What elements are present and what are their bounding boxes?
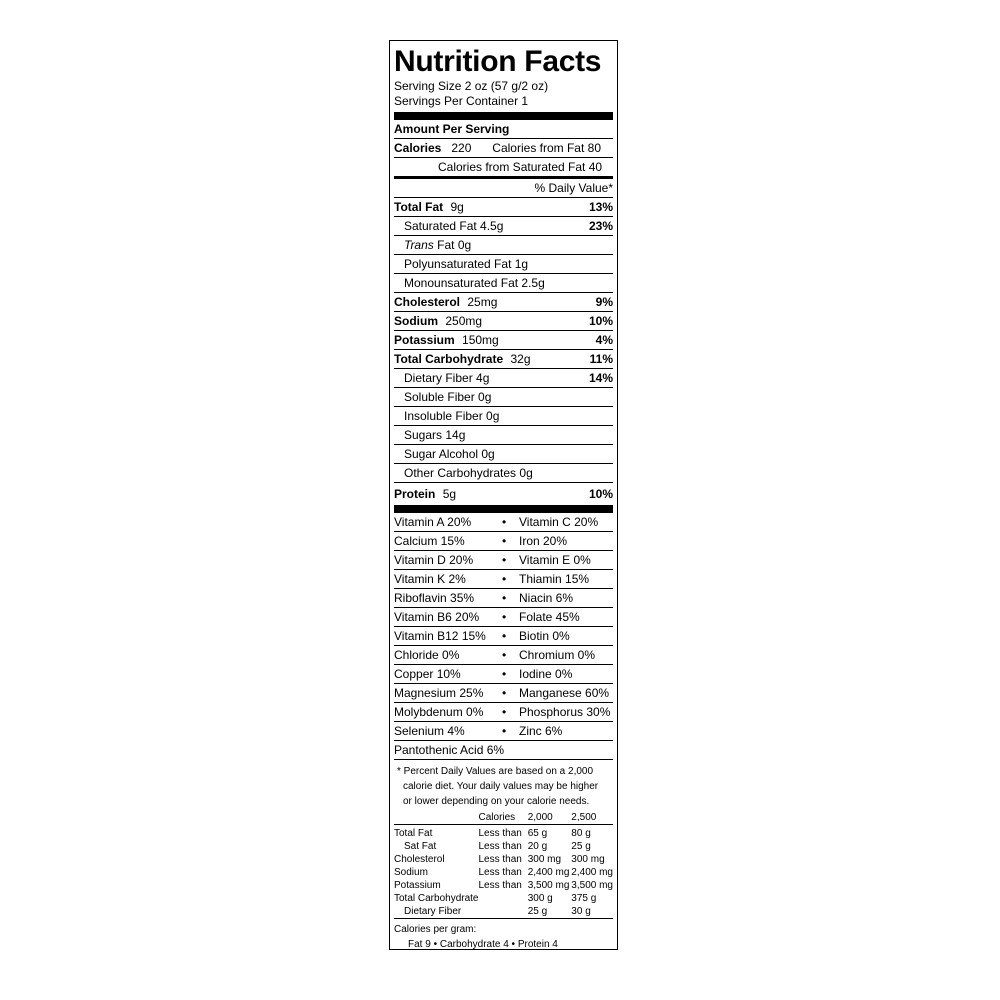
vitamin-right: Zinc 6% <box>519 724 563 738</box>
vitamin-row <box>394 684 613 703</box>
nutrient-label: Saturated Fat 4.5g <box>404 219 504 233</box>
dv-table-header <box>394 811 613 825</box>
calories-per-gram <box>394 918 613 952</box>
nutrient-row <box>394 255 613 274</box>
nutrient-row <box>394 217 613 236</box>
nutrient-amount: 32g <box>510 352 531 366</box>
vitamin-right: Vitamin E 0% <box>519 553 591 567</box>
nutrient-row <box>394 388 613 407</box>
dv-table-header-cell: Calories <box>478 812 516 823</box>
vitamin-left: Selenium 4% <box>394 724 465 738</box>
dv-table-cell: Potassium <box>394 880 441 891</box>
dv-table-cell: Less than <box>478 841 522 852</box>
nutrient-name <box>394 445 495 463</box>
nutrient-name <box>394 274 545 292</box>
dv-table-header-cell: 2,500 <box>571 812 597 823</box>
footnote <box>394 760 613 811</box>
vitamin-left: Magnesium 25% <box>394 686 484 700</box>
calories-sat-fat: Calories from Saturated Fat 40 <box>438 160 603 174</box>
vitamin-right: Biotin 0% <box>519 629 570 643</box>
bullet-separator: • <box>502 610 507 624</box>
amount-per-serving-label: Amount Per Serving <box>394 122 510 136</box>
dv-table-cell: Less than <box>478 854 522 865</box>
dv-table-cell: Less than <box>478 880 522 891</box>
calories-sat-fat-row <box>394 158 613 176</box>
calories-per-gram-values: Fat 9 • Carbohydrate 4 • Protein 4 <box>408 939 558 950</box>
bullet-separator: • <box>502 572 507 586</box>
vitamin-left: Vitamin D 20% <box>394 553 474 567</box>
nutrient-name <box>394 312 482 330</box>
vitamin-row <box>394 570 613 589</box>
dv-table-cell: Total Carbohydrate <box>394 893 479 904</box>
bullet-separator: • <box>502 667 507 681</box>
vitamin-left: Vitamin B6 20% <box>394 610 480 624</box>
dv-table-cell: 2,400 mg <box>571 867 613 878</box>
dv-table-header-cell: 2,000 <box>527 812 553 823</box>
vitamin-row <box>394 589 613 608</box>
nutrient-dv: 10% <box>588 487 613 501</box>
dv-table-cell: Dietary Fiber <box>404 906 462 917</box>
nutrient-label: Potassium <box>394 333 455 347</box>
nutrient-row <box>394 198 613 217</box>
dv-table-row <box>394 866 613 879</box>
vitamin-row <box>394 513 613 532</box>
nutrient-name <box>394 369 489 387</box>
dv-header: % Daily Value* <box>534 181 613 195</box>
dv-table-row <box>394 840 613 853</box>
nutrient-row <box>394 350 613 369</box>
vitamin-left: Molybdenum 0% <box>394 705 484 719</box>
nutrient-label: Total Fat <box>394 200 444 214</box>
vitamin-row <box>394 722 613 741</box>
vitamin-right: Niacin 6% <box>519 591 574 605</box>
nutrient-row <box>394 331 613 350</box>
nutrient-row <box>394 274 613 293</box>
dv-table-cell: 20 g <box>527 841 548 852</box>
nutrient-row <box>394 445 613 464</box>
nutrient-name <box>394 255 528 273</box>
footnote-line: calorie diet. Your daily values may be higher <box>403 781 599 792</box>
nutrient-name <box>394 426 465 444</box>
calories-value: 220 <box>451 141 472 155</box>
footnote-section <box>394 760 613 952</box>
nutrient-row <box>394 464 613 483</box>
nutrient-dv: 11% <box>589 352 613 366</box>
bullet-separator: • <box>502 553 507 567</box>
nutrient-name <box>394 407 499 425</box>
vitamin-right: Phosphorus 30% <box>519 705 611 719</box>
calories-label: Calories <box>394 141 442 155</box>
vitamin-row <box>394 741 613 760</box>
nutrient-name <box>394 331 499 349</box>
dv-table-cell: 375 g <box>571 893 597 904</box>
nutrient-name <box>394 198 464 216</box>
daily-value-table <box>394 811 613 918</box>
label-title: Nutrition Facts <box>394 45 602 78</box>
nutrient-label: Sugars 14g <box>404 428 466 442</box>
vitamin-left: Calcium 15% <box>394 534 465 548</box>
vitamin-left: Vitamin K 2% <box>394 572 466 586</box>
vitamin-right: Manganese 60% <box>519 686 610 700</box>
dv-table-row <box>394 879 613 892</box>
dv-table-cell <box>479 892 528 905</box>
nutrient-name <box>394 350 531 368</box>
nutrient-dv: 4% <box>595 333 613 347</box>
vitamin-row <box>394 627 613 646</box>
bullet-separator: • <box>502 591 507 605</box>
dv-table-cell: 300 mg <box>571 854 605 865</box>
nutrient-name <box>394 388 491 406</box>
nutrient-label: Cholesterol <box>394 295 461 309</box>
dv-table-row <box>394 853 613 866</box>
dv-table-cell: Less than <box>478 867 522 878</box>
dv-table-cell: 300 mg <box>527 854 562 865</box>
bullet-separator: • <box>502 629 507 643</box>
bullet-separator: • <box>502 648 507 662</box>
calories-row <box>394 139 613 158</box>
vitamin-right: Iron 20% <box>519 534 568 548</box>
vitamin-row <box>394 608 613 627</box>
nutrient-label: Sodium <box>394 314 438 328</box>
nutrient-name <box>394 236 471 254</box>
dv-table-cell <box>479 905 528 918</box>
nutrition-facts-panel <box>389 40 618 950</box>
dv-table-header-cell <box>394 811 479 825</box>
thick-divider <box>394 505 613 513</box>
dv-table-cell: 300 g <box>527 893 553 904</box>
vitamin-right: Chromium 0% <box>519 648 596 662</box>
footnote-line: or lower depending on your calorie needs. <box>403 796 590 807</box>
nutrient-dv: 23% <box>588 219 613 233</box>
nutrient-label: Polyunsaturated Fat 1g <box>404 257 529 271</box>
dv-table-cell: Less than <box>478 828 522 839</box>
nutrient-row <box>394 483 613 505</box>
nutrient-row <box>394 236 613 255</box>
dv-table-cell: Sodium <box>394 867 428 878</box>
bullet-separator: • <box>502 705 507 719</box>
dv-table-body <box>394 825 613 919</box>
calories-per-gram-label: Calories per gram: <box>394 924 477 935</box>
vitamin-row <box>394 551 613 570</box>
nutrient-label: Monounsaturated Fat 2.5g <box>404 276 545 290</box>
vitamin-row <box>394 646 613 665</box>
vitamin-left: Vitamin B12 15% <box>394 629 486 643</box>
nutrient-row <box>394 426 613 445</box>
nutrient-label: Protein <box>394 487 436 501</box>
nutrient-row <box>394 293 613 312</box>
nutrient-amount: 9g <box>450 200 464 214</box>
dv-table-cell: Total Fat <box>394 828 433 839</box>
dv-table-cell: 3,500 mg <box>527 880 570 891</box>
dv-table-row <box>394 905 613 918</box>
nutrient-name <box>394 217 503 235</box>
nutrient-dv: 10% <box>588 314 613 328</box>
vitamin-right: Vitamin C 20% <box>519 515 599 529</box>
serving-size: Serving Size 2 oz (57 g/2 oz) <box>394 79 549 93</box>
vitamin-row <box>394 703 613 722</box>
vitamin-right: Thiamin 15% <box>519 572 590 586</box>
nutrient-name <box>394 293 497 311</box>
nutrient-label: Trans <box>404 238 434 252</box>
nutrient-row <box>394 407 613 426</box>
amount-per-serving <box>394 120 613 139</box>
dv-header-row <box>394 179 613 198</box>
nutrient-row <box>394 369 613 388</box>
vitamin-left: Vitamin A 20% <box>394 515 472 529</box>
nutrient-name <box>394 464 533 482</box>
vitamin-right: Iodine 0% <box>519 667 573 681</box>
dv-table-cell: 65 g <box>527 828 548 839</box>
dv-table-cell: Sat Fat <box>404 841 437 852</box>
nutrient-row <box>394 312 613 331</box>
nutrient-dv: 14% <box>588 371 613 385</box>
dv-table-row <box>394 892 613 905</box>
vitamin-left: Riboflavin 35% <box>394 591 475 605</box>
nutrient-label: Soluble Fiber 0g <box>404 390 492 404</box>
nutrient-amount: 5g <box>442 487 457 501</box>
bullet-separator: • <box>502 515 507 529</box>
nutrient-label: Dietary Fiber 4g <box>404 371 490 385</box>
bullet-separator: • <box>502 724 507 738</box>
dv-table-cell: 25 g <box>527 906 548 917</box>
dv-table-row <box>394 825 613 841</box>
footnote-line: * Percent Daily Values are based on a 2,000 <box>397 766 594 777</box>
nutrient-amount: 150mg <box>462 333 499 347</box>
nutrient-label: Total Carbohydrate <box>394 352 504 366</box>
dv-table-cell: 30 g <box>571 906 591 917</box>
vitamin-row <box>394 532 613 551</box>
nutrient-name <box>394 483 456 505</box>
vitamin-right: Folate 45% <box>519 610 580 624</box>
dv-table-cell: 25 g <box>571 841 591 852</box>
vitamin-left: Pantothenic Acid 6% <box>394 743 505 757</box>
vitamin-row <box>394 665 613 684</box>
nutrient-label: Other Carbohydrates 0g <box>404 466 533 480</box>
nutrient-dv: 9% <box>595 295 613 309</box>
dv-table-cell: 3,500 mg <box>571 880 613 891</box>
dv-table-cell: 2,400 mg <box>527 867 570 878</box>
nutrient-label: Sugar Alcohol 0g <box>404 447 495 461</box>
nutrient-amount: 250mg <box>445 314 483 328</box>
vitamin-left: Chloride 0% <box>394 648 460 662</box>
calories-cell <box>394 139 471 157</box>
bullet-separator: • <box>502 534 507 548</box>
dv-table-cell: 80 g <box>571 828 591 839</box>
dv-table-cell: Cholesterol <box>394 854 445 865</box>
bullet-separator: • <box>502 686 507 700</box>
nutrient-dv: 13% <box>588 200 613 214</box>
nutrient-amount: 25mg <box>467 295 498 309</box>
calories-from-fat: Calories from Fat 80 <box>492 141 601 155</box>
vitamin-list <box>394 513 613 760</box>
vitamin-left: Copper 10% <box>394 667 461 681</box>
nutrient-list <box>394 198 613 505</box>
nutrient-amount: Fat 0g <box>437 238 472 252</box>
thick-divider <box>394 112 613 120</box>
nutrient-label: Insoluble Fiber 0g <box>404 409 500 423</box>
servings-per-container: Servings Per Container 1 <box>394 94 529 108</box>
